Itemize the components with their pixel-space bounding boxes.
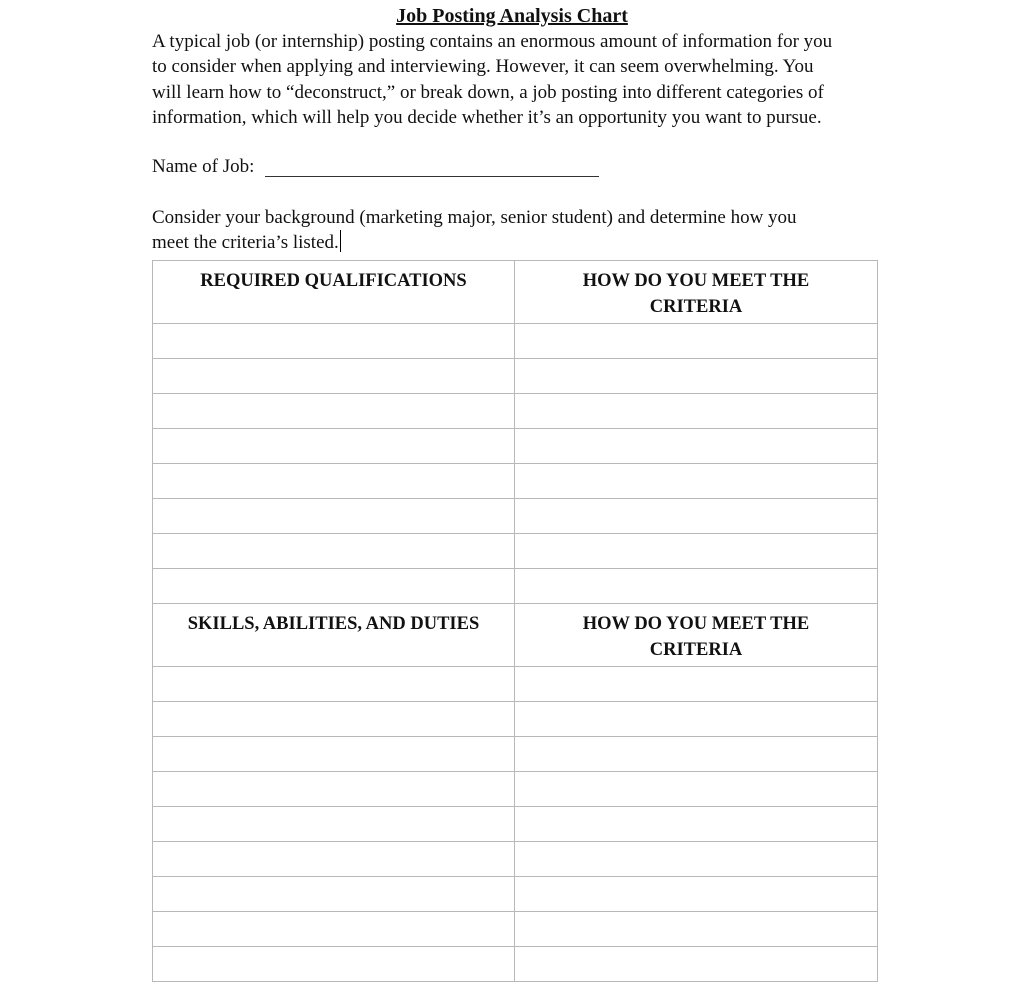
name-of-job-row — [152, 155, 254, 179]
job-analysis-table — [152, 260, 878, 982]
table-row — [153, 359, 878, 394]
criteria-cell[interactable] — [515, 947, 878, 982]
criteria-cell[interactable] — [515, 807, 878, 842]
table-row — [153, 394, 878, 429]
header-line: HOW DO YOU MEET THE — [582, 271, 810, 291]
qualification-cell[interactable] — [153, 464, 515, 499]
consider-paragraph — [152, 205, 892, 255]
table-row — [153, 464, 878, 499]
table-row — [153, 569, 878, 604]
criteria-cell[interactable] — [515, 912, 878, 947]
criteria-cell[interactable] — [515, 667, 878, 702]
how-meet-criteria-header — [515, 261, 878, 324]
table-row — [153, 499, 878, 534]
skill-cell[interactable] — [153, 877, 515, 912]
skill-cell[interactable] — [153, 772, 515, 807]
table-row — [153, 324, 878, 359]
qualification-cell[interactable] — [153, 324, 515, 359]
required-qualifications-header: REQUIRED QUALIFICATIONS — [153, 261, 515, 324]
criteria-cell[interactable] — [515, 842, 878, 877]
skill-cell[interactable] — [153, 842, 515, 877]
consider-line: Consider your background (marketing major, senior student) and determine how you — [152, 207, 797, 228]
table-row — [153, 737, 878, 772]
page-title: Job Posting Analysis Chart — [396, 5, 628, 27]
header-line: CRITERIA — [649, 297, 743, 317]
table-row — [153, 807, 878, 842]
criteria-cell[interactable] — [515, 534, 878, 569]
criteria-cell[interactable] — [515, 569, 878, 604]
table-row — [153, 667, 878, 702]
criteria-cell[interactable] — [515, 359, 878, 394]
header-line: HOW DO YOU MEET THE — [582, 614, 810, 634]
intro-line: to consider when applying and interviewing. However, it can seem overwhelming. You — [152, 56, 814, 78]
intro-line: information, which will help you decide whether it’s an opportunity you want to pursue. — [152, 106, 822, 128]
skill-cell[interactable] — [153, 702, 515, 737]
how-meet-criteria-header — [515, 604, 878, 667]
table-header-row — [153, 604, 878, 667]
table-row — [153, 429, 878, 464]
criteria-cell[interactable] — [515, 394, 878, 429]
table-row — [153, 842, 878, 877]
criteria-cell[interactable] — [515, 772, 878, 807]
criteria-cell[interactable] — [515, 324, 878, 359]
name-of-job-field[interactable] — [265, 176, 599, 177]
skill-cell[interactable] — [153, 912, 515, 947]
criteria-cell[interactable] — [515, 877, 878, 912]
qualification-cell[interactable] — [153, 569, 515, 604]
qualification-cell[interactable] — [153, 534, 515, 569]
criteria-cell[interactable] — [515, 499, 878, 534]
name-of-job-label: Name of Job: — [152, 156, 255, 177]
text-cursor — [340, 230, 341, 252]
criteria-cell[interactable] — [515, 702, 878, 737]
criteria-cell[interactable] — [515, 429, 878, 464]
table-row — [153, 702, 878, 737]
criteria-cell[interactable] — [515, 464, 878, 499]
skill-cell[interactable] — [153, 667, 515, 702]
table-row — [153, 947, 878, 982]
consider-line-text: meet the criteria’s listed. — [152, 232, 339, 253]
skills-abilities-duties-header: SKILLS, ABILITIES, AND DUTIES — [153, 604, 515, 667]
table-row — [153, 877, 878, 912]
intro-line: A typical job (or internship) posting contains an enormous amount of information for you — [152, 31, 833, 52]
intro-paragraph — [152, 29, 892, 130]
table-row — [153, 534, 878, 569]
skill-cell[interactable] — [153, 947, 515, 982]
table-row — [153, 912, 878, 947]
skill-cell[interactable] — [153, 807, 515, 842]
qualification-cell[interactable] — [153, 359, 515, 394]
qualification-cell[interactable] — [153, 394, 515, 429]
intro-line: will learn how to “deconstruct,” or break down, a job posting into different categories of — [152, 81, 824, 103]
table-row — [153, 772, 878, 807]
header-line: CRITERIA — [649, 640, 743, 660]
consider-line[interactable] — [152, 230, 892, 255]
table-header-row — [153, 261, 878, 324]
criteria-cell[interactable] — [515, 737, 878, 772]
skill-cell[interactable] — [153, 737, 515, 772]
qualification-cell[interactable] — [153, 499, 515, 534]
qualification-cell[interactable] — [153, 429, 515, 464]
